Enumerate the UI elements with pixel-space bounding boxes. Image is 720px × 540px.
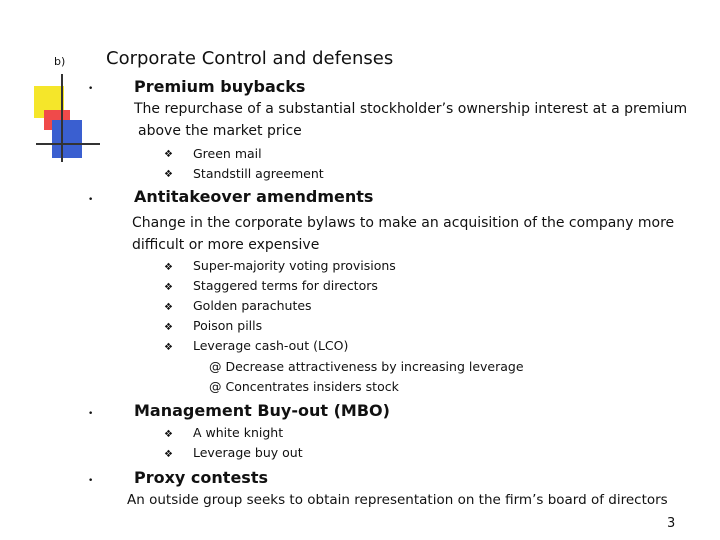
bullet-icon: •	[88, 84, 94, 94]
diamond-bullet-icon: ❖	[164, 169, 173, 180]
list-item: Standstill agreement	[193, 166, 324, 181]
description-premium-buybacks-line2: above the market price	[138, 123, 302, 139]
decor-blue-square	[52, 120, 82, 158]
section-label: b)	[54, 55, 66, 68]
bullet-icon: •	[88, 409, 94, 419]
list-item: A white knight	[193, 425, 284, 440]
list-item: Leverage cash-out (LCO)	[193, 338, 349, 353]
description-antitakeover-line1: Change in the corporate bylaws to make an acquisition of the company more	[132, 215, 675, 231]
decor-vertical-line	[61, 74, 63, 162]
decor-horizontal-line	[36, 143, 100, 145]
diamond-bullet-icon: ❖	[164, 449, 173, 460]
sub-list-item: @ Decrease attractiveness by increasing leverage	[209, 359, 524, 374]
description-premium-buybacks-line1: The repurchase of a substantial stockholder’s ownership interest at a premium	[134, 101, 688, 117]
list-item: Green mail	[193, 146, 262, 161]
bullet-icon: •	[88, 476, 94, 486]
heading-proxy-contests: Proxy contests	[134, 468, 268, 487]
diamond-bullet-icon: ❖	[164, 262, 173, 273]
diamond-bullet-icon: ❖	[164, 302, 173, 313]
sub-list-item: @ Concentrates insiders stock	[209, 379, 399, 394]
diamond-bullet-icon: ❖	[164, 342, 173, 353]
description-proxy-contests: An outside group seeks to obtain representation on the firm’s board of directors	[127, 492, 668, 508]
heading-antitakeover-amendments: Antitakeover amendments	[134, 187, 374, 206]
heading-premium-buybacks: Premium buybacks	[134, 77, 306, 96]
list-item: Golden parachutes	[193, 298, 312, 313]
description-antitakeover-line2: difficult or more expensive	[132, 237, 320, 253]
diamond-bullet-icon: ❖	[164, 282, 173, 293]
list-item: Staggered terms for directors	[193, 278, 378, 293]
list-item: Leverage buy out	[193, 445, 303, 460]
bullet-icon: •	[88, 195, 94, 205]
page-number: 3	[667, 516, 676, 531]
list-item: Super-majority voting provisions	[193, 258, 396, 273]
diamond-bullet-icon: ❖	[164, 322, 173, 333]
diamond-bullet-icon: ❖	[164, 429, 173, 440]
diamond-bullet-icon: ❖	[164, 149, 173, 160]
heading-management-buyout: Management Buy-out (MBO)	[134, 401, 390, 420]
list-item: Poison pills	[193, 318, 263, 333]
slide-title: Corporate Control and defenses	[106, 48, 394, 69]
